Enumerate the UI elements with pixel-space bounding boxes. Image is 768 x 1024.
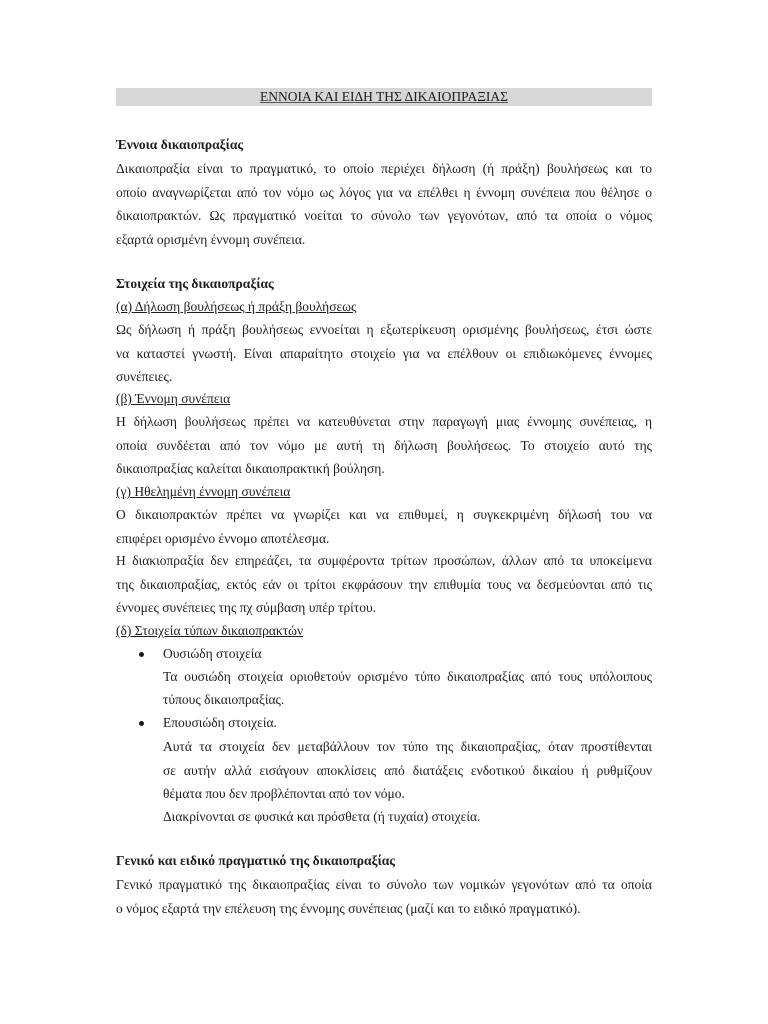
bullet-text-line: Αυτά τα στοιχεία δεν μεταβάλλουν τον τύπο της δικαιοπραξίας, όταν προστίθενται	[163, 739, 652, 754]
paragraph-line: Δικαιοπραξία είναι το πραγματικό, το οποίο περιέχει δήλωση (ή πράξη) βουλήσεως και το	[116, 161, 652, 176]
bullet-text-line: θέματα που δεν προβλέπονται από τον νόμο.	[163, 786, 405, 801]
document-title: ΕΝΝΟΙΑ ΚΑΙ ΕΙΔΗ ΤΗΣ ΔΙΚΑΙΟΠΡΑΞΙΑΣ	[259, 89, 508, 104]
section-heading: Γενικό και ειδικό πραγματικό της δικαιοπραξίας	[116, 853, 395, 868]
bullet-text-line: σε αυτήν αλλά εισάγουν αποκλίσεις από διατάξεις ενδοτικού δικαίου ή ρυθμίζουν	[163, 763, 652, 778]
paragraph-line: ο νόμος εξαρτά την επέλευση της έννομης συνέπειας (μαζί και το ειδικό πραγματικό).	[116, 901, 581, 916]
paragraph-line: Ως δήλωση ή πράξη βουλήσεως εννοείται η εξωτερίκευση ορισμένης βουλήσεως, έτσι ώστε	[116, 322, 652, 337]
paragraph-line: έννομες συνέπειες της πχ σύμβαση υπέρ τρίτου.	[116, 600, 377, 615]
subheading-a	[116, 296, 652, 318]
paragraph-line: δικαιοπραξίας καλείται δικαιοπρακτική βούληση.	[116, 461, 385, 476]
subheading-d	[116, 620, 652, 642]
subheading-text: (δ) Στοιχεία τύπων δικαιοπρακτών	[116, 623, 304, 638]
bullet-icon	[139, 652, 144, 657]
subheading-text: (α) Δήλωση βουλήσεως ή πράξη βουλήσεως	[116, 299, 357, 314]
paragraph-line: της δικαιοπραξίας, εκτός εάν οι τρίτοι εκφράσουν την επιθυμία τους να δεσμεύονται από τις	[116, 577, 652, 592]
subheading-text: (β) Έννομη συνέπεια	[116, 391, 231, 406]
paragraph-line: εξαρτά ορισμένη έννομη συνέπεια.	[116, 232, 306, 247]
bullet-label: Ουσιώδη στοιχεία	[163, 646, 262, 661]
paragraph-line: Γενικό πραγματικό της δικαιοπραξίας είναι το σύνολο των νομικών γεγονότων από τα οποία	[116, 877, 652, 892]
paragraph-line: να καταστεί γνωστή. Είναι απαραίτητο στοιχείο για να επέλθουν οι επιδιωκόμενες έννομες	[116, 346, 652, 361]
subheading-b	[116, 388, 652, 410]
section-heading: Έννοια δικαιοπραξίας	[116, 137, 244, 152]
paragraph-line: οποίο αναγνωρίζεται από τον νόμο ως λόγος για να επέλθει η έννομη συνέπεια που θέλησε ο	[116, 185, 652, 200]
bullet-label: Επουσιώδη στοιχεία.	[163, 715, 277, 730]
subheading-c	[116, 481, 652, 503]
paragraph-line: Η διακιοπραξία δεν επηρεάζει, τα συμφέροντα τρίτων προσώπων, άλλων από τα υποκείμενα	[116, 553, 652, 568]
paragraph-line: συνέπειες.	[116, 369, 173, 384]
paragraph-line: επιφέρει ορισμένο έννομο αποτέλεσμα.	[116, 531, 330, 546]
subheading-text: (γ) Ηθελημένη έννομη συνέπεια	[116, 484, 291, 499]
document-title-bar	[116, 88, 652, 106]
bullet-text-line: Τα ουσιώδη στοιχεία οριοθετούν ορισμένο τύπο δικαιοπραξίας από τους υπόλοιπους	[163, 669, 652, 684]
bullet-text-line: τύπους δικαιοπραξίας.	[163, 692, 285, 707]
section-heading: Στοιχεία της δικαιοπραξίας	[116, 276, 274, 291]
paragraph-line: Ο δικαιοπρακτών πρέπει να γνωρίζει και να επιθυμεί, η συγκεκριμένη δήλωσή του να	[116, 507, 652, 522]
paragraph-line: Η δήλωση βουλήσεως πρέπει να κατευθύνεται στην παραγωγή μιας έννομης συνέπειας, η	[116, 414, 652, 429]
paragraph-line: δικαιοπρακτών. Ως πραγματικό νοείται το σύνολο των γεγονότων, από τα οποία ο νόμος	[116, 208, 652, 223]
bullet-note-line: Διακρίνονται σε φυσικά και πρόσθετα (ή τυχαία) στοιχεία.	[163, 809, 481, 824]
bullet-icon	[139, 721, 144, 726]
paragraph-line: οποία συνδέεται από τον νόμο με αυτή τη δήλωση βουλήσεως. Το στοιχείο αυτό της	[116, 438, 652, 453]
